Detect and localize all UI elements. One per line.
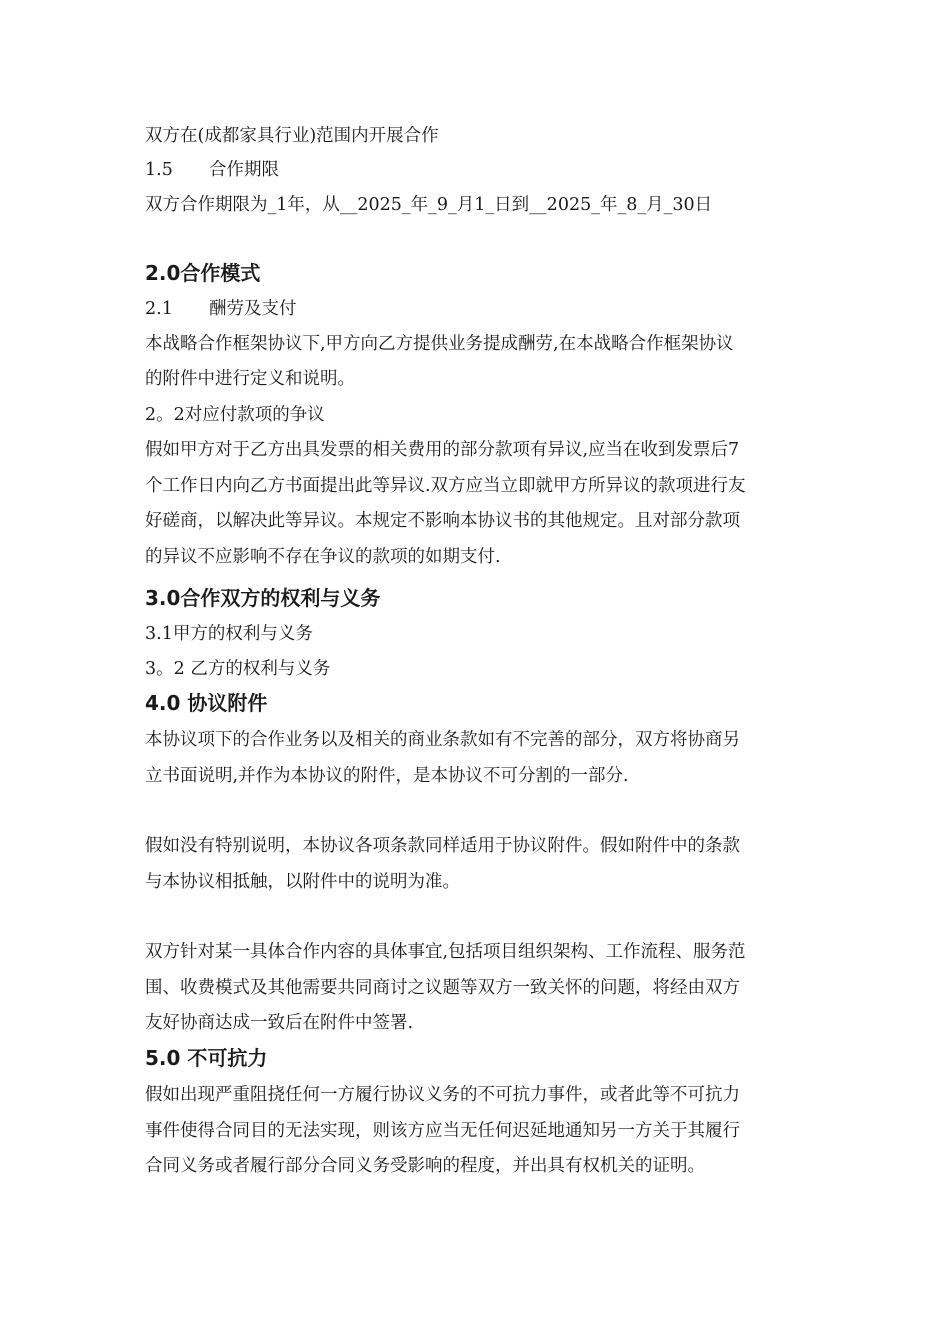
subsection-2-1-heading (145, 297, 297, 321)
subsection-2-2-heading: 2。2对应付款项的争议 (145, 405, 325, 425)
section-3-heading: 3.0合作双方的权利与义务 (145, 586, 381, 610)
subsection-1-5-heading (145, 158, 279, 182)
subsection-number: 1.5 (145, 160, 173, 180)
paragraph-line: 假如甲方对于乙方出具发票的相关费用的部分款项有异议,应当在收到发票后7 (145, 440, 740, 460)
paragraph-line: 与本协议相抵触，以附件中的说明为准。 (145, 872, 460, 892)
paragraph-line: 的异议不应影响不存在争议的款项的如期支付. (145, 547, 501, 567)
subsection-3-2-heading: 3。2 乙方的权利与义务 (145, 659, 331, 679)
paragraph-line: 双方针对某一具体合作内容的具体事宜,包括项目组织架构、工作流程、服务范 (145, 942, 746, 962)
subsection-title: 合作期限 (209, 160, 279, 180)
paragraph-line: 本协议项下的合作业务以及相关的商业条款如有不完善的部分，双方将协商另 (145, 730, 740, 750)
paragraph-line: 围、收费模式及其他需要共同商讨之议题等双方一致关怀的问题，将经由双方 (145, 978, 740, 998)
paragraph-line: 立书面说明,并作为本协议的附件，是本协议不可分割的一部分. (145, 766, 629, 786)
paragraph-line: 好磋商，以解决此等异议。本规定不影响本协议书的其他规定。且对部分款项 (145, 511, 740, 531)
paragraph-line: 友好协商达成一致后在附件中签署. (145, 1013, 414, 1033)
paragraph-line: 合同义务或者履行部分合同义务受影响的程度，并出具有权机关的证明。 (145, 1156, 705, 1176)
paragraph-line: 假如出现严重阻挠任何一方履行协议义务的不可抗力事件，或者此等不可抗力 (145, 1085, 740, 1105)
paragraph-line: 个工作日内向乙方书面提出此等异议.双方应当立即就甲方所异议的款项进行友 (145, 476, 746, 496)
paragraph-line: 事件使得合同目的无法实现，则该方应当无任何迟延地通知另一方关于其履行 (145, 1121, 740, 1141)
subsection-3-1-heading: 3.1甲方的权利与义务 (145, 624, 313, 644)
paragraph-line: 本战略合作框架协议下,甲方向乙方提供业务提成酬劳,在本战略合作框架协议 (145, 334, 734, 354)
paragraph-line: 假如没有特别说明，本协议各项条款同样适用于协议附件。假如附件中的条款 (145, 836, 740, 856)
subsection-title: 酬劳及支付 (209, 299, 297, 319)
section-2-heading: 2.0合作模式 (145, 261, 261, 285)
paragraph-line: 的附件中进行定义和说明。 (145, 369, 355, 389)
cooperation-scope-text: 双方在(成都家具行业)范围内开展合作 (145, 126, 439, 146)
cooperation-term-text: 双方合作期限为_1年，从__2025_年_9_月1_日到__2025_年_8_月_30日 (145, 195, 713, 215)
section-4-heading: 4.0 协议附件 (145, 691, 268, 715)
subsection-number: 2.1 (145, 299, 173, 319)
section-5-heading: 5.0 不可抗力 (145, 1046, 268, 1070)
